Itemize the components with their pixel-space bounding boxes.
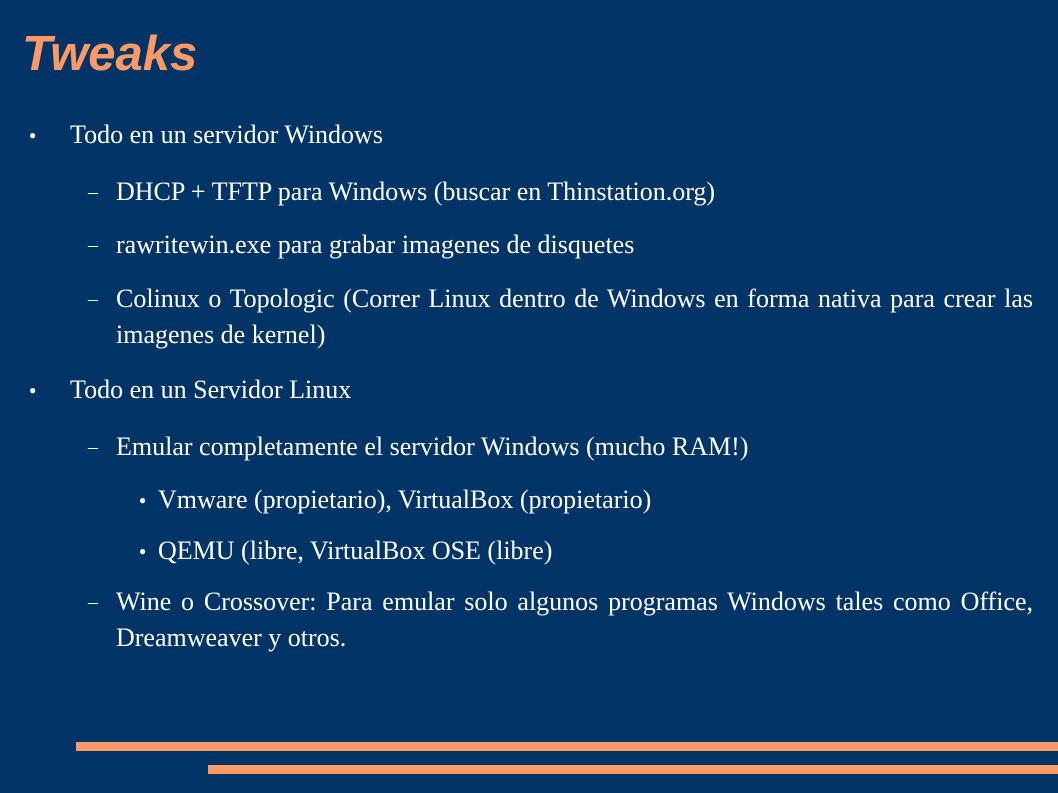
list-item: Emular completamente el servidor Windows (mucho RAM!) [116,432,749,461]
bullet-dot-icon: ● [29,383,37,397]
dash-icon: – [88,288,98,310]
bullet-dot-icon: ● [139,493,147,507]
slide-title: Tweaks [22,27,198,81]
dash-icon: – [88,436,98,458]
list-item: Wine o Crossover: Para emular solo algunos programas Windows tales como Office, Dreamweaver y otros. [116,587,1033,652]
dash-icon: – [88,234,98,256]
decorative-bar-lower [208,765,1058,774]
bullet-dot-icon: ● [139,544,147,558]
section-heading: Todo en un servidor Windows [70,120,383,149]
decorative-bar-upper [76,742,1058,751]
dash-icon: – [88,591,98,613]
sub-list-item: QEMU (libre, VirtualBox OSE (libre) [158,536,553,565]
list-item: Colinux o Topologic (Correr Linux dentro de Windows en forma nativa para crear las imagenes de kernel) [116,284,1033,349]
section-heading: Todo en un Servidor Linux [70,375,352,404]
bullet-dot-icon: ● [29,128,37,142]
dash-icon: – [88,181,98,203]
list-item: DHCP + TFTP para Windows (buscar en Thinstation.org) [116,177,716,206]
sub-list-item: Vmware (propietario), VirtualBox (propietario) [158,485,652,514]
list-item: rawritewin.exe para grabar imagenes de disquetes [116,230,635,259]
